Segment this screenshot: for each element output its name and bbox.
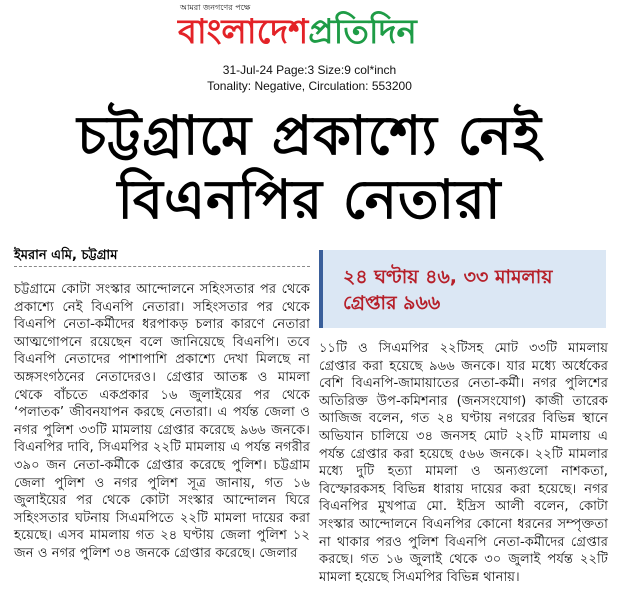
article-column-right	[319, 340, 608, 586]
clipping-meta-tonality: Tonality: Negative, Circulation: 553200	[207, 79, 412, 93]
logo-text-bangladesh: বাংলাদেশ	[178, 12, 309, 52]
byline-divider	[14, 266, 310, 267]
logo-text-protidin: প্রতিদিন	[308, 12, 417, 52]
callout-text: ২৪ ঘণ্টায় ৪৬, ৩৩ মামলায় গ্রেপ্তার ৯৬৬	[343, 266, 553, 314]
byline: ইমরান এমি, চট্টগ্রাম	[14, 248, 118, 263]
headline-line-1: চট্টগ্রামে প্রকাশ্যে নেই	[77, 104, 542, 167]
masthead	[0, 0, 619, 60]
article-column-left	[14, 281, 310, 563]
masthead-tagline: আমরা জনগণের পক্ষে	[180, 3, 251, 12]
newspaper-logo	[178, 12, 417, 52]
article-text-right: ১১টি ও সিএমপির ২২টিসহ মোট ৩৩টি মামলায় গ্রেপ্তার করা হয়েছে ৯৬৬ জনকে। যার মধ্যে অর্ধেকের বেশি বিএনপি-জামায়াতের নেতা-কর্মী। নগর পুলিশের অতিরিক্ত উপ-কমিশনার (জনসংযোগ) কাজী তারেক আজিজ বলেন, গত ২৪ ঘণ্টায় নগরের বিভিন্ন স্থানে অভিযান চালিয়ে ৩৪ জনসহ মোট ২২টি মামলায় এ পর্যন্ত গ্রেপ্তার করা হয়েছে ৫৬৬ জনকে। ২২টি মামলার মধ্যে দুটি হত্যা মামলা ও অন্যগুলো নাশকতা, বিস্ফোরকসহ বিভিন্ন ধারায় দায়ের করা হয়েছে। নগর বিএনপির মুখপাত্র মো. ইদ্রিস আলী বলেন, কোটা সংস্কার আন্দোলনে বিএনপির কোনো ধরনের সম্পৃক্ততা না থাকার পরও পুলিশ বিএনপি নেতা-কর্মীদের গ্রেপ্তার করছে। গত ১৬ জুলাই থেকে ৩০ জুলাই পর্যন্ত ২২টি মামলা হয়েছে সিএমপির বিভিন্ন থানায়।	[319, 341, 608, 585]
article-text-left: চট্টগ্রামে কোটা সংস্কার আন্দোলনে সহিংসতার পর থেকে প্রকাশ্যে নেই বিএনপি নেতারা। সহিংসতার পর থেকে বিএনপি নেতা-কর্মীদের ধরপাকড় চলার কারণে নেতারা আত্মগোপনে রয়েছেন বলে জানিয়েছে বিএনপি। তবে বিএনপি নেতাদের পাশাপাশি প্রকাশ্যে দেখা মিলছে না অঙ্গসংগঠনের নেতাদেরও। গ্রেপ্তার আতঙ্ক ও মামলা থেকে বাঁচতে একপ্রকার ১৬ জুলাইয়ের পর থেকে ‘পলাতক’ জীবনযাপন করছে নেতারা। এ পর্যন্ত জেলা ও নগর পুলিশ ৩৩টি মামলায় গ্রেপ্তার করেছে ৯৬৬ জনকে। বিএনপির দাবি, সিএমপির ২২টি মামলায় এ পর্যন্ত নগরীর ৩৯০ জন নেতা-কর্মীকে গ্রেপ্তার করেছে পুলিশ। চট্টগ্রাম জেলা পুলিশ ও নগর পুলিশ সূত্র জানায়, গত ১৬ জুলাইয়ের পর থেকে কোটা সংস্কার আন্দোলন ঘিরে সহিংসতার ঘটনায় সিএমপিতে ২২টি মামলা দায়ের করা হয়েছে। এসব মামলায় গত ২৪ ঘণ্টায় জেলা পুলিশ ১২ জন ও নগর পুলিশ ৩৪ জনকে গ্রেপ্তার করেছে। জেলার	[14, 282, 310, 561]
clipping-meta-date-page: 31-Jul-24 Page:3 Size:9 col*inch	[222, 63, 397, 77]
headline-line-2: বিএনপির নেতারা	[117, 168, 502, 231]
highlight-callout	[319, 250, 606, 328]
